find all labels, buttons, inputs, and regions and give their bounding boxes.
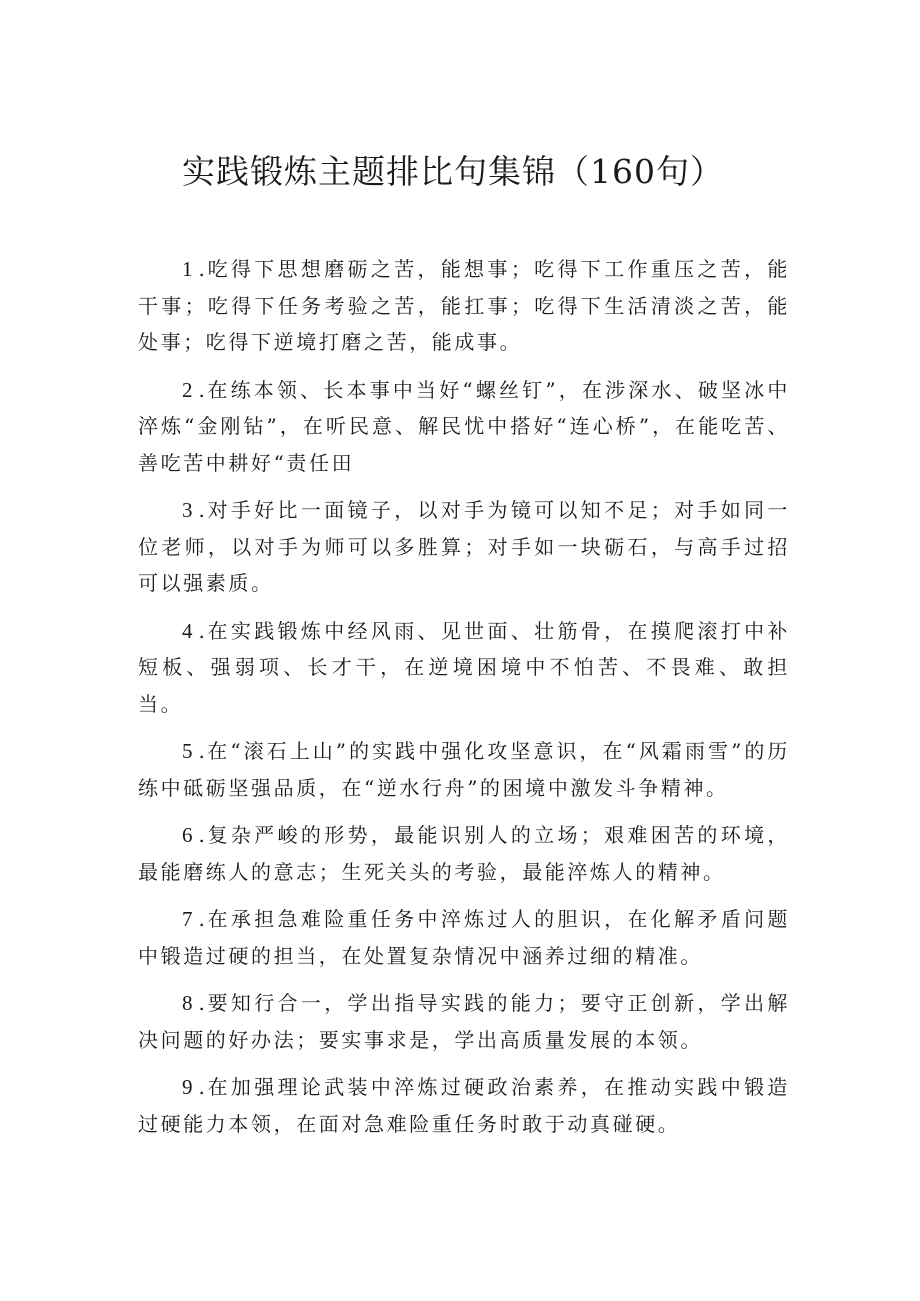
item-text: 复杂严峻的形势，最能识别人的立场；艰难困苦的环境，最能磨练人的意志；生死关头的考验，最能淬炼人的精神。 — [138, 823, 790, 884]
list-item — [138, 372, 790, 482]
document-body — [138, 251, 790, 1153]
item-dot: . — [198, 991, 205, 1015]
item-text: 在“滚石上山”的实践中强化攻坚意识，在“风霜雨雪”的历练中砥砺坚强品质，在“逆水行舟”的困境中激发斗争精神。 — [138, 739, 790, 800]
item-dot: . — [198, 377, 205, 402]
item-dot: . — [198, 618, 205, 643]
item-text: 在承担急难险重任务中淬炼过人的胆识，在化解矛盾问题中锻造过硬的担当，在处置复杂情况中涵养过细的精准。 — [138, 907, 790, 968]
item-text: 在实践锻炼中经风雨、见世面、壮筋骨，在摸爬滚打中补短板、强弱项、长才干，在逆境困境中不怕苦、不畏难、敢担当。 — [138, 618, 790, 716]
item-number: 6 — [182, 823, 193, 847]
item-text: 在练本领、长本事中当好“螺丝钉”，在涉深水、破坚冰中淬炼“金刚钻”，在听民意、解民忧中搭好“连心桥”，在能吃苦、善吃苦中耕好“责任田 — [138, 377, 790, 475]
item-number: 8 — [182, 991, 193, 1015]
item-dot: . — [198, 907, 205, 931]
list-item — [138, 492, 790, 602]
list-item — [138, 817, 790, 890]
item-number: 2 — [182, 377, 193, 402]
list-item — [138, 733, 790, 806]
item-number: 5 — [182, 739, 193, 763]
item-text: 吃得下思想磨砺之苦，能想事；吃得下工作重压之苦，能干事；吃得下任务考验之苦，能扛事；吃得下生活清淡之苦，能处事；吃得下逆境打磨之苦，能成事。 — [138, 257, 790, 354]
item-dot: . — [198, 498, 205, 522]
list-item — [138, 251, 790, 361]
item-number: 9 — [182, 1075, 193, 1099]
item-number: 7 — [182, 907, 193, 931]
item-text: 要知行合一，学出指导实践的能力；要守正创新，学出解决问题的好办法；要实事求是，学出高质量发展的本领。 — [138, 991, 790, 1052]
list-item — [138, 901, 790, 974]
item-text: 对手好比一面镜子，以对手为镜可以知不足；对手如同一位老师，以对手为师可以多胜算；对手如一块砺石，与高手过招可以强素质。 — [138, 498, 790, 595]
list-item — [138, 613, 790, 723]
list-item — [138, 1069, 790, 1142]
item-dot: . — [198, 739, 205, 763]
item-number: 4 — [182, 618, 193, 643]
list-item — [138, 985, 790, 1058]
item-dot: . — [198, 823, 205, 847]
item-text: 在加强理论武装中淬炼过硬政治素养，在推动实践中锻造过硬能力本领，在面对急难险重任务时敢于动真碰硬。 — [138, 1075, 790, 1136]
item-number: 1 — [182, 257, 193, 281]
item-dot: . — [198, 257, 205, 281]
item-dot: . — [198, 1075, 205, 1099]
item-number: 3 — [182, 498, 193, 522]
page-title: 实践锻炼主题排比句集锦（160句） — [182, 152, 724, 191]
